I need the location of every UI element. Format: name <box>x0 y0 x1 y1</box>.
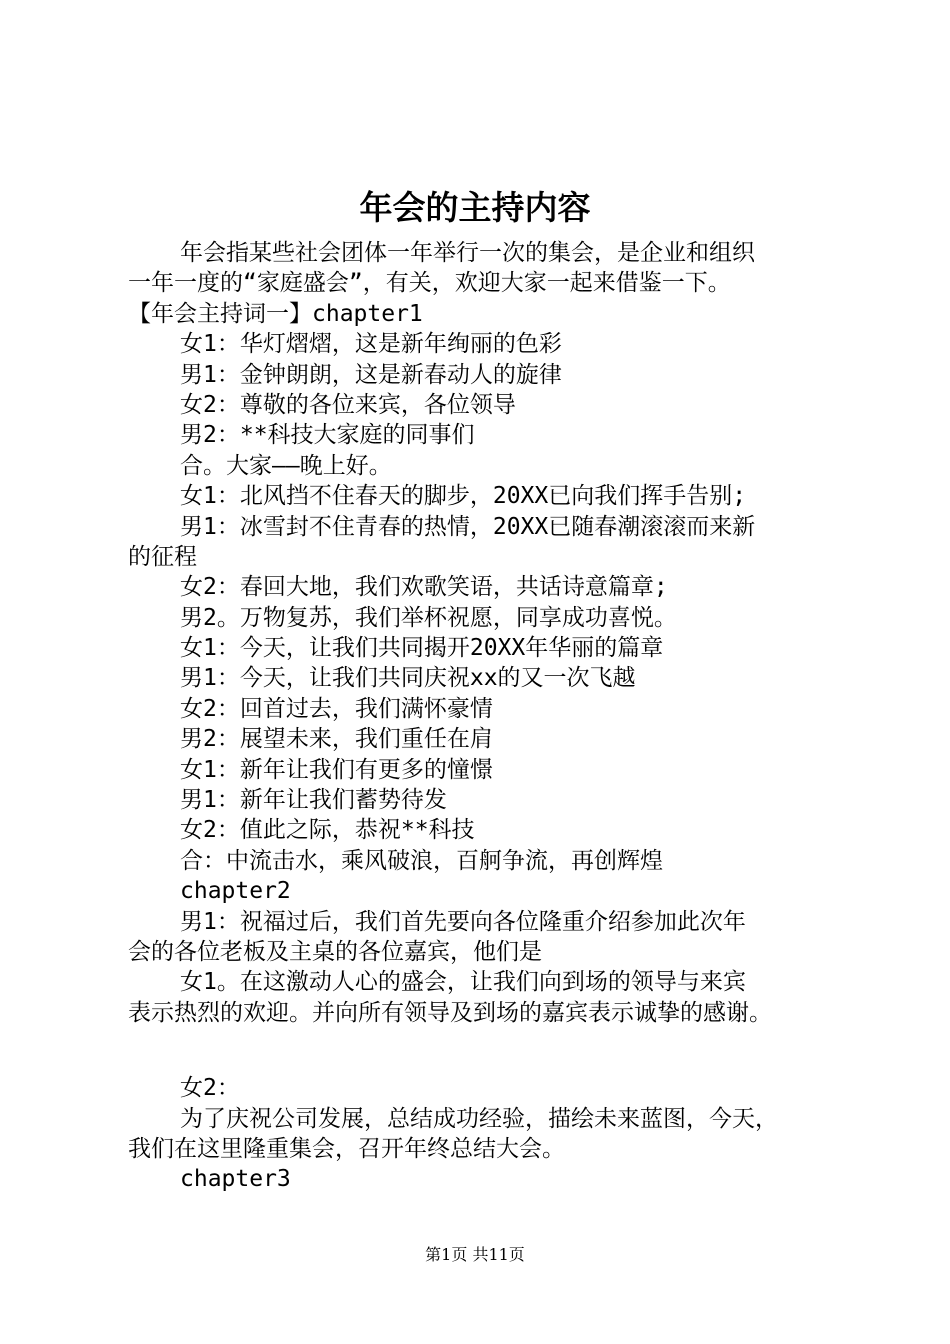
script-line: 女1：北风挡不住春天的脚步，20XX已向我们挥手告别; <box>180 483 747 510</box>
script-line: 男1：祝福过后，我们首先要向各位隆重介绍参加此次年 <box>180 908 746 935</box>
document-body <box>128 238 840 1195</box>
script-line: 女2：尊敬的各位来宾，各位领导 <box>180 391 516 418</box>
document-title: 年会的主持内容 <box>359 188 591 227</box>
script-line-continuation: 表示热烈的欢迎。并向所有领导及到场的嘉宾表示诚挚的感谢。 <box>128 999 772 1026</box>
script-line: 男2：展望未来，我们重任在肩 <box>180 726 493 753</box>
script-line: 女2： <box>180 1075 240 1102</box>
paragraph-line: 一年一度的“家庭盛会”，有关，欢迎大家一起来借鉴一下。 <box>128 270 731 297</box>
script-line: 男1：今天，让我们共同庆祝xx的又一次飞越 <box>180 665 636 692</box>
script-line: 女1。在这激动人心的盛会，让我们向到场的领导与来宾 <box>180 969 746 996</box>
section-heading: 【年会主持词一】chapter1 <box>128 300 423 327</box>
script-line: 女1：新年让我们有更多的憧憬 <box>180 756 493 783</box>
script-line-continuation: 的征程 <box>128 543 197 570</box>
script-line: 合。大家——晚上好。 <box>180 452 392 479</box>
script-line: 男2：**科技大家庭的同事们 <box>180 422 475 449</box>
script-line: 女2：回首过去，我们满怀豪情 <box>180 695 493 722</box>
script-line: 男1：冰雪封不住青春的热情，20XX已随春潮滚滚而来新 <box>180 513 756 540</box>
script-line-continuation: 会的各位老板及主桌的各位嘉宾，他们是 <box>128 938 542 965</box>
script-line: 女2：春回大地，我们欢歌笑语，共话诗意篇章; <box>180 574 668 601</box>
script-line: 为了庆祝公司发展，总结成功经验，描绘未来蓝图，今天， <box>180 1105 778 1132</box>
script-line: 男1：金钟朗朗，这是新春动人的旋律 <box>180 361 562 388</box>
chapter-label: chapter3 <box>180 1166 291 1193</box>
script-line: 女1：今天，让我们共同揭开20XX年华丽的篇章 <box>180 635 664 662</box>
page-footer: 第1页 共11页 <box>425 1245 525 1264</box>
script-line-continuation: 我们在这里隆重集会，召开年终总结大会。 <box>128 1135 565 1162</box>
script-line: 男2。万物复苏，我们举杯祝愿，同享成功喜悦。 <box>180 604 677 631</box>
paragraph-line: 年会指某些社会团体一年举行一次的集会，是企业和组织 <box>180 240 755 266</box>
blank-gap <box>128 1028 840 1073</box>
script-line: 男1：新年让我们蓄势待发 <box>180 787 447 814</box>
script-line: 女1：华灯熠熠，这是新年绚丽的色彩 <box>180 331 562 358</box>
chapter-label: chapter2 <box>180 878 291 905</box>
script-line: 女2：值此之际，恭祝**科技 <box>180 817 475 844</box>
script-line: 合：中流击水，乘风破浪，百舸争流，再创辉煌 <box>180 847 663 874</box>
